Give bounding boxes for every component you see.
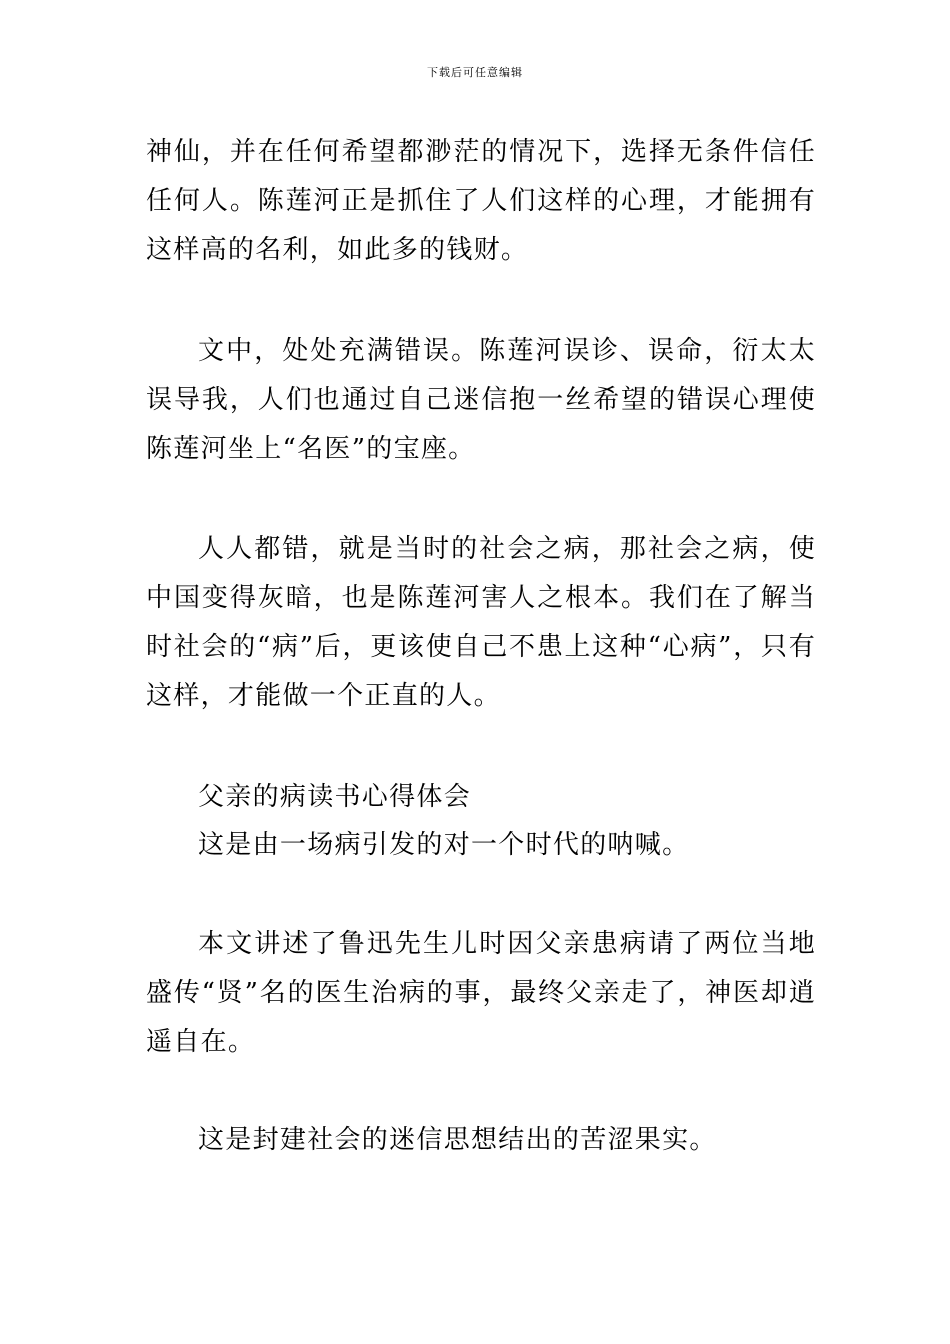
- paragraph-intro: 这是由一场病引发的对一个时代的呐喊。: [198, 830, 690, 860]
- paragraph-social-disease: 人人都错，就是当时的社会之病，那社会之病，使中国变得灰暗，也是陈莲河害人之根本。我们在了解当时社会的“病”后，更该使自己不患上这种“心病”，只有这样，才能做一个正直的人。: [146, 534, 816, 711]
- paragraph-summary: 本文讲述了鲁迅先生儿时因父亲患病请了两位当地盛传“贤”名的医生治病的事，最终父亲走了，神医却逍遥自在。: [146, 929, 816, 1057]
- page-header: 下载后可任意编辑: [427, 66, 523, 79]
- essay-title: 父亲的病读书心得体会: [198, 782, 472, 812]
- paragraph-continuation: 神仙，并在任何希望都渺茫的情况下，选择无条件信任任何人。陈莲河正是抓住了人们这样的心理，才能拥有这样高的名利，如此多的钱财。: [146, 137, 816, 265]
- paragraph-conclusion: 这是封建社会的迷信思想结出的苦涩果实。: [198, 1125, 717, 1155]
- paragraph-errors: 文中，处处充满错误。陈莲河误诊、误命，衍太太误导我，人们也通过自己迷信抱一丝希望的错误心理使陈莲河坐上“名医”的宝座。: [146, 336, 816, 464]
